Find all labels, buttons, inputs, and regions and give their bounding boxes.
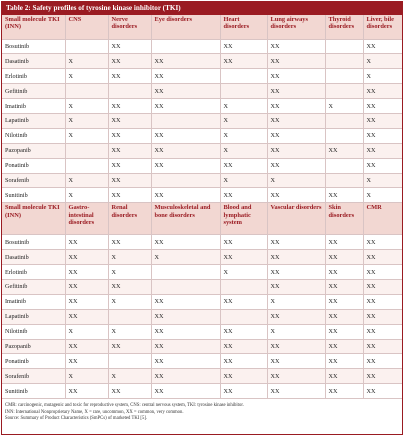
table-row xyxy=(2,265,402,280)
frequency-cell: XX xyxy=(267,188,325,203)
frequency-cell: XX xyxy=(267,158,325,173)
table-row xyxy=(2,143,402,158)
frequency-cell: XX xyxy=(363,324,402,339)
table-row xyxy=(2,279,402,294)
table-row xyxy=(2,69,402,84)
frequency-cell: XX xyxy=(363,39,402,54)
frequency-cell: XX xyxy=(363,309,402,324)
frequency-cell: XX xyxy=(151,188,220,203)
frequency-cell: XX xyxy=(267,279,325,294)
drug-name-cell: Ponatinib xyxy=(2,158,65,173)
frequency-cell: XX xyxy=(363,143,402,158)
frequency-cell: XX xyxy=(108,339,151,354)
drug-name-cell: Lapatinib xyxy=(2,309,65,324)
frequency-cell: XX xyxy=(65,250,108,265)
frequency-cell: X xyxy=(325,99,363,114)
drug-name-cell: Pazopanib xyxy=(2,339,65,354)
frequency-cell xyxy=(151,279,220,294)
frequency-cell: X xyxy=(108,250,151,265)
drug-name-cell: Sorafenib xyxy=(2,369,65,384)
frequency-cell: XX xyxy=(108,384,151,399)
frequency-cell: X xyxy=(108,324,151,339)
frequency-cell: XX xyxy=(325,309,363,324)
column-header: Lung airways disorders xyxy=(267,15,325,39)
table-row xyxy=(2,188,402,203)
frequency-cell xyxy=(220,309,267,324)
frequency-cell xyxy=(108,354,151,369)
table-row xyxy=(2,369,402,384)
frequency-cell: XX xyxy=(151,99,220,114)
frequency-cell: XX xyxy=(267,84,325,99)
column-header: CMR xyxy=(363,203,402,235)
frequency-cell: X xyxy=(65,324,108,339)
frequency-cell: X xyxy=(220,128,267,143)
frequency-cell: XX xyxy=(325,324,363,339)
frequency-cell: XX xyxy=(267,339,325,354)
frequency-cell: XX xyxy=(363,279,402,294)
column-header: Vascular disorders xyxy=(267,203,325,235)
frequency-cell: XX xyxy=(325,250,363,265)
column-header: Thyroid disorders xyxy=(325,15,363,39)
column-header: Small molecule TKI (INN) xyxy=(2,15,65,39)
frequency-cell xyxy=(325,173,363,188)
drug-name-cell: Erlotinib xyxy=(2,265,65,280)
table-row xyxy=(2,294,402,309)
frequency-cell: XX xyxy=(267,54,325,69)
frequency-cell: XX xyxy=(267,39,325,54)
frequency-cell xyxy=(325,84,363,99)
frequency-cell: XX xyxy=(267,265,325,280)
frequency-cell: XX xyxy=(220,354,267,369)
safety-table-body xyxy=(2,15,402,399)
drug-name-cell: Sunitinib xyxy=(2,384,65,399)
frequency-cell xyxy=(325,128,363,143)
frequency-cell: XX xyxy=(220,188,267,203)
column-header: CNS xyxy=(65,15,108,39)
column-header: Blood and lymphatic system xyxy=(220,203,267,235)
frequency-cell xyxy=(151,265,220,280)
table-row xyxy=(2,384,402,399)
table-figure xyxy=(1,1,403,435)
frequency-cell: XX xyxy=(220,339,267,354)
frequency-cell: XX xyxy=(108,279,151,294)
drug-name-cell: Nilotinib xyxy=(2,324,65,339)
table-row xyxy=(2,250,402,265)
drug-name-cell: Sunitinib xyxy=(2,188,65,203)
frequency-cell xyxy=(220,279,267,294)
frequency-cell: XX xyxy=(325,235,363,250)
frequency-cell: XX xyxy=(108,113,151,128)
frequency-cell: X xyxy=(220,113,267,128)
frequency-cell: XX xyxy=(220,54,267,69)
table-header-row xyxy=(2,203,402,235)
frequency-cell: XX xyxy=(325,369,363,384)
column-header: Liver, bile disorders xyxy=(363,15,402,39)
frequency-cell: XX xyxy=(151,158,220,173)
table-row xyxy=(2,324,402,339)
frequency-cell: XX xyxy=(220,294,267,309)
frequency-cell: XX xyxy=(151,354,220,369)
table-row xyxy=(2,113,402,128)
table-title: Table 2: Safety profiles of tyrosine kinase inhibitor (TKI) xyxy=(2,2,402,15)
frequency-cell: XX xyxy=(151,324,220,339)
frequency-cell xyxy=(65,39,108,54)
frequency-cell: XX xyxy=(220,235,267,250)
frequency-cell: X xyxy=(220,99,267,114)
table-header-row xyxy=(2,15,402,39)
frequency-cell: XX xyxy=(363,158,402,173)
frequency-cell: XX xyxy=(151,339,220,354)
drug-name-cell: Pazopanib xyxy=(2,143,65,158)
drug-name-cell: Nilotinib xyxy=(2,128,65,143)
frequency-cell: XX xyxy=(65,265,108,280)
table-row xyxy=(2,235,402,250)
frequency-cell xyxy=(151,173,220,188)
frequency-cell: XX xyxy=(267,99,325,114)
frequency-cell: XX xyxy=(108,235,151,250)
column-header: Eye disorders xyxy=(151,15,220,39)
frequency-cell: XX xyxy=(363,265,402,280)
frequency-cell: XX xyxy=(267,69,325,84)
frequency-cell: X xyxy=(108,294,151,309)
frequency-cell: XX xyxy=(267,309,325,324)
frequency-cell: X xyxy=(65,369,108,384)
frequency-cell: XX xyxy=(108,158,151,173)
frequency-cell: XX xyxy=(363,339,402,354)
frequency-cell: X xyxy=(151,250,220,265)
column-header: Renal disorders xyxy=(108,203,151,235)
table-row xyxy=(2,339,402,354)
frequency-cell: X xyxy=(363,188,402,203)
table-row xyxy=(2,309,402,324)
frequency-cell xyxy=(220,84,267,99)
table-row xyxy=(2,354,402,369)
column-header: Nerve disorders xyxy=(108,15,151,39)
drug-name-cell: Sorafenib xyxy=(2,173,65,188)
frequency-cell: XX xyxy=(108,173,151,188)
frequency-cell xyxy=(325,54,363,69)
table-row xyxy=(2,158,402,173)
table-row xyxy=(2,99,402,114)
frequency-cell: X xyxy=(65,128,108,143)
frequency-cell: XX xyxy=(220,250,267,265)
table-footnotes xyxy=(2,399,402,422)
frequency-cell: X xyxy=(108,369,151,384)
frequency-cell: XX xyxy=(363,250,402,265)
frequency-cell: XX xyxy=(65,279,108,294)
frequency-cell: X xyxy=(108,265,151,280)
frequency-cell: XX xyxy=(151,294,220,309)
frequency-cell: XX xyxy=(363,235,402,250)
frequency-cell: XX xyxy=(267,143,325,158)
frequency-cell: XX xyxy=(325,265,363,280)
frequency-cell: X xyxy=(267,173,325,188)
frequency-cell: XX xyxy=(151,235,220,250)
frequency-cell: XX xyxy=(108,54,151,69)
frequency-cell: XX xyxy=(363,354,402,369)
frequency-cell: XX xyxy=(151,309,220,324)
frequency-cell: XX xyxy=(220,369,267,384)
frequency-cell xyxy=(65,143,108,158)
frequency-cell: XX xyxy=(363,128,402,143)
frequency-cell xyxy=(108,84,151,99)
frequency-cell: XX xyxy=(267,384,325,399)
drug-name-cell: Lapatinib xyxy=(2,113,65,128)
column-header: Heart disorders xyxy=(220,15,267,39)
frequency-cell: XX xyxy=(325,294,363,309)
frequency-cell xyxy=(220,69,267,84)
frequency-cell xyxy=(108,309,151,324)
frequency-cell: XX xyxy=(267,250,325,265)
footnote-source: Source: Summary of Product Characteristics (SmPCs) of marketed TKI [5]. xyxy=(5,415,148,421)
drug-name-cell: Bosutinib xyxy=(2,39,65,54)
frequency-cell: XX xyxy=(65,309,108,324)
drug-name-cell: Ponatinib xyxy=(2,354,65,369)
frequency-cell: XX xyxy=(151,84,220,99)
footnote-abbreviations: CMR: carcinogenic, mutagenic and toxic for reproductive system, CNS: central nervous system, TKI: tyrosine kinase inhibitor. xyxy=(5,403,244,409)
frequency-cell: X xyxy=(267,294,325,309)
drug-name-cell: Imatinib xyxy=(2,99,65,114)
frequency-cell xyxy=(325,39,363,54)
frequency-cell: XX xyxy=(267,128,325,143)
frequency-cell xyxy=(151,39,220,54)
frequency-cell: XX xyxy=(325,188,363,203)
table-row xyxy=(2,173,402,188)
frequency-cell: XX xyxy=(220,384,267,399)
frequency-cell: XX xyxy=(267,113,325,128)
frequency-cell: XX xyxy=(220,324,267,339)
frequency-cell xyxy=(65,158,108,173)
frequency-cell: XX xyxy=(267,235,325,250)
column-header: Skin disorders xyxy=(325,203,363,235)
frequency-cell xyxy=(325,113,363,128)
frequency-cell: XX xyxy=(220,158,267,173)
frequency-cell xyxy=(65,84,108,99)
frequency-cell: X xyxy=(220,265,267,280)
frequency-cell: X xyxy=(363,173,402,188)
frequency-cell: XX xyxy=(108,39,151,54)
frequency-cell: XX xyxy=(325,143,363,158)
frequency-cell: XX xyxy=(65,384,108,399)
frequency-cell: XX xyxy=(325,279,363,294)
frequency-cell: XX xyxy=(363,384,402,399)
frequency-cell: XX xyxy=(108,69,151,84)
frequency-cell: XX xyxy=(267,354,325,369)
frequency-cell: X xyxy=(363,54,402,69)
table-row xyxy=(2,54,402,69)
drug-name-cell: Erlotinib xyxy=(2,69,65,84)
frequency-cell: XX xyxy=(151,54,220,69)
frequency-cell: XX xyxy=(151,128,220,143)
frequency-cell: XX xyxy=(325,384,363,399)
frequency-cell: XX xyxy=(151,384,220,399)
frequency-cell: XX xyxy=(220,39,267,54)
frequency-cell: XX xyxy=(108,99,151,114)
table-row xyxy=(2,84,402,99)
frequency-cell: XX xyxy=(325,339,363,354)
safety-table xyxy=(2,15,402,399)
frequency-cell: XX xyxy=(108,128,151,143)
frequency-cell: XX xyxy=(65,235,108,250)
frequency-cell: X xyxy=(65,69,108,84)
frequency-cell: XX xyxy=(65,339,108,354)
frequency-cell: X xyxy=(267,324,325,339)
frequency-cell: XX xyxy=(151,69,220,84)
frequency-cell: X xyxy=(65,99,108,114)
table-row xyxy=(2,39,402,54)
frequency-cell: X xyxy=(363,69,402,84)
frequency-cell: X xyxy=(220,143,267,158)
frequency-cell: XX xyxy=(267,369,325,384)
column-header: Small molecule TKI (INN) xyxy=(2,203,65,235)
frequency-cell: XX xyxy=(363,294,402,309)
table-row xyxy=(2,128,402,143)
drug-name-cell: Imatinib xyxy=(2,294,65,309)
drug-name-cell: Bosutinib xyxy=(2,235,65,250)
frequency-cell: XX xyxy=(108,188,151,203)
frequency-cell: XX xyxy=(108,143,151,158)
column-header: Musculoskeletal and bone disorders xyxy=(151,203,220,235)
frequency-cell: XX xyxy=(363,84,402,99)
frequency-cell: XX xyxy=(325,354,363,369)
drug-name-cell: Gefitinib xyxy=(2,84,65,99)
frequency-cell: XX xyxy=(151,369,220,384)
frequency-cell: X xyxy=(65,113,108,128)
frequency-cell: XX xyxy=(363,113,402,128)
frequency-cell: X xyxy=(65,188,108,203)
frequency-cell: X xyxy=(220,173,267,188)
frequency-cell: XX xyxy=(363,369,402,384)
frequency-cell: X xyxy=(65,54,108,69)
frequency-cell xyxy=(325,69,363,84)
drug-name-cell: Gefitinib xyxy=(2,279,65,294)
frequency-cell: XX xyxy=(363,99,402,114)
frequency-cell xyxy=(325,158,363,173)
column-header: Gastro-intestinal disorders xyxy=(65,203,108,235)
frequency-cell: XX xyxy=(65,294,108,309)
frequency-cell xyxy=(151,113,220,128)
frequency-cell: XX xyxy=(65,354,108,369)
drug-name-cell: Dasatinib xyxy=(2,250,65,265)
frequency-cell: XX xyxy=(151,143,220,158)
frequency-cell: X xyxy=(65,173,108,188)
drug-name-cell: Dasatinib xyxy=(2,54,65,69)
footnote-legend: INN: International Nonproprietary Name, X = rare, uncommon, XX = common, very common. xyxy=(5,409,184,415)
